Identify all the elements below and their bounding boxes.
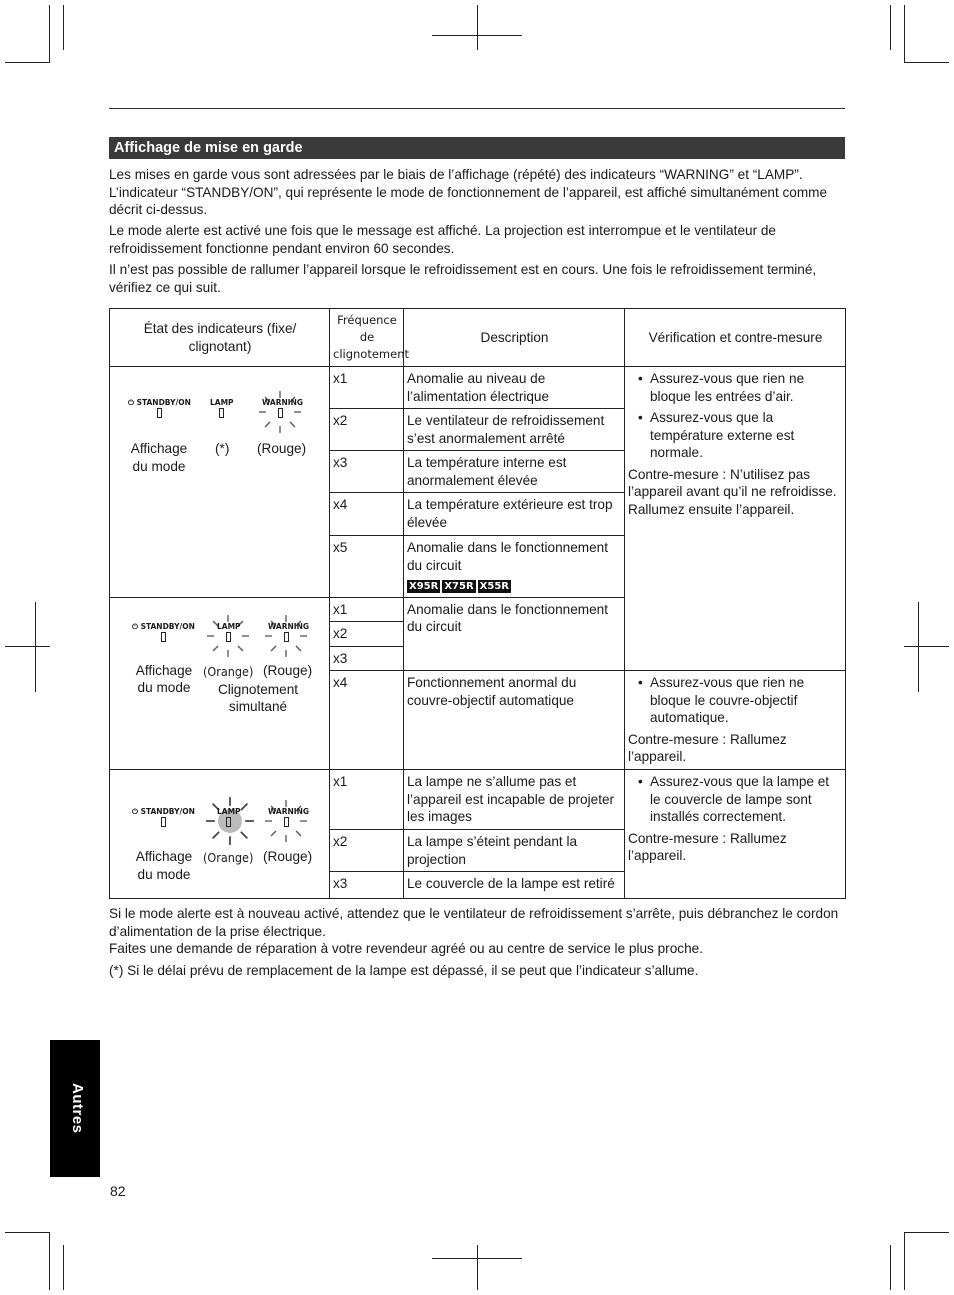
standby-label-text: STANDBY/ON (140, 621, 195, 631)
caption-warning: (Rouge) (263, 849, 313, 864)
check-cell-group1 (625, 367, 846, 671)
header-state: État des indicateurs (fixe/ clignotant) (110, 309, 330, 367)
top-rule (109, 108, 845, 109)
countermeasure: Contre-mesure : Rallumez l’appareil. (628, 731, 787, 764)
caption-mode: Affichage du mode (135, 662, 193, 695)
state-cell-group2 (110, 597, 330, 770)
freq-cell: x4 (330, 493, 404, 536)
desc-text: Anomalie dans le fonctionnement du circuit (407, 540, 609, 573)
standby-label-text: STANDBY/ON (136, 398, 191, 407)
freq-cell: x3 (330, 872, 404, 899)
freq-cell: x1 (330, 367, 404, 409)
header-frequency: Fréquence de clignotement (330, 309, 404, 367)
freq-cell: x2 (330, 830, 404, 872)
model-tag: X95R (409, 581, 439, 592)
freq-cell: x3 (330, 646, 404, 671)
lamp-label: LAMP (217, 621, 241, 631)
standby-label-text: STANDBY/ON (140, 807, 195, 816)
freq-cell: x1 (330, 597, 404, 622)
state-cell-group3 (110, 770, 330, 899)
desc-cell: Le couvercle de la lampe est retiré (404, 872, 625, 899)
lamp-light (226, 817, 231, 827)
power-icon: ⏻ (132, 807, 138, 816)
model-tag: X55R (479, 581, 509, 592)
check-item: • Assurez-vous que rien ne bloque les entrées d’air. (650, 370, 843, 405)
caption-mode: Affichage du mode (130, 441, 188, 474)
freq-cell: x2 (330, 622, 404, 647)
caption-lamp: (*) (215, 441, 230, 456)
countermeasure: Contre-mesure : Rallumez l’appareil. (628, 830, 787, 863)
lamp-light (219, 408, 224, 418)
check-item: • Assurez-vous que la lampe et le couvercle de lampe sont installés correctement. (650, 773, 843, 826)
warning-light (278, 408, 283, 418)
check-cell-group3 (625, 770, 846, 899)
caption-lamp: (Orange) (203, 663, 254, 679)
page-number: 82 (110, 1183, 126, 1199)
power-icon: ⏻ (132, 621, 138, 631)
header-check: Vérification et contre-mesure (625, 309, 846, 367)
lamp-label: LAMP (217, 807, 241, 816)
side-tab (50, 1040, 100, 1177)
caption-lamp: (Orange) (203, 850, 254, 865)
intro-paragraph-2: Le mode alerte est activé une fois que le message est affiché. La projection est interrompue et le ventilateur de refroidissement fonctionne pendant environ 60 secondes. (109, 223, 776, 256)
desc-cell: La lampe s’éteint pendant la projection (404, 830, 625, 872)
caption-warning: (Rouge) (263, 662, 313, 678)
freq-cell: x3 (330, 451, 404, 493)
header-description: Description (404, 309, 625, 367)
warning-light (284, 632, 289, 642)
caption-mode: Affichage du mode (135, 849, 193, 882)
intro-paragraph-1: Les mises en garde vous sont adressées par le biais de l’affichage (répété) des indicateurs “WARNING” et “LAMP”. L’indicateur “STANDBY/ON”, qui représente le mode de fonctionnement de l’appareil, est affiché simultanément comme décrit ci-dessus. (109, 167, 828, 217)
standby-light (161, 632, 166, 642)
desc-cell: Anomalie au niveau de l’alimentation électrique (404, 367, 625, 409)
desc-cell (404, 536, 625, 598)
warning-table (109, 308, 846, 899)
desc-cell: Anomalie dans le fonctionnement du circuit (404, 597, 625, 671)
desc-cell: La lampe ne s’allume pas et l’appareil est incapable de projeter les images (404, 770, 625, 830)
model-tags (407, 576, 622, 594)
section-title: Affichage de mise en garde (109, 137, 845, 159)
side-tab-label: Autres (69, 1083, 86, 1134)
desc-cell: Fonctionnement anormal du couvre-objectif automatique (404, 671, 625, 770)
warning-label: WARNING (268, 807, 310, 816)
model-tag: X75R (444, 581, 474, 592)
caption-warning: (Rouge) (257, 441, 307, 456)
countermeasure: Contre-mesure : N’utilisez pas l’appareil avant qu’il ne refroidisse. Rallumez ensuite l’appareil. (628, 466, 837, 517)
freq-cell: x1 (330, 770, 404, 830)
footer-note-2: Faites une demande de réparation à votre revendeur agréé ou au centre de service le plus proche. (109, 941, 703, 956)
standby-light (161, 817, 166, 827)
check-item: • Assurez-vous que la température externe est normale. (650, 409, 843, 462)
state-cell-group1 (110, 367, 330, 598)
check-cell-group2 (625, 671, 846, 770)
desc-cell: La température interne est anormalement élevée (404, 451, 625, 493)
footer-note-3: (*) Si le délai prévu de remplacement de la lampe est dépassé, il se peut que l’indicateur s’allume. (109, 963, 699, 978)
warning-light (284, 817, 289, 827)
warning-label: WARNING (262, 398, 304, 407)
caption-simultaneous: Clignotement simultané (217, 681, 299, 714)
lamp-light (226, 632, 231, 642)
lamp-label: LAMP (210, 398, 234, 407)
freq-cell: x4 (330, 671, 404, 770)
footer-note-1: Si le mode alerte est à nouveau activé, attendez que le ventilateur de refroidissement s’arrête, puis débranchez le cordon d’alimentation de la prise électrique. (109, 906, 839, 939)
power-icon: ⏻ (128, 398, 134, 407)
freq-cell: x2 (330, 409, 404, 451)
desc-cell: Le ventilateur de refroidissement s’est anormalement arrêté (404, 409, 625, 451)
warning-label: WARNING (268, 621, 310, 631)
desc-cell: La température extérieure est trop élevée (404, 493, 625, 536)
freq-cell: x5 (330, 536, 404, 598)
standby-light (157, 408, 162, 418)
intro-paragraph-3: Il n’est pas possible de rallumer l’appareil lorsque le refroidissement est en cours. Une fois le refroidissement terminé, vérifiez ce qui suit. (109, 262, 817, 295)
check-item: • Assurez-vous que rien ne bloque le couvre-objectif automatique. (650, 674, 843, 727)
